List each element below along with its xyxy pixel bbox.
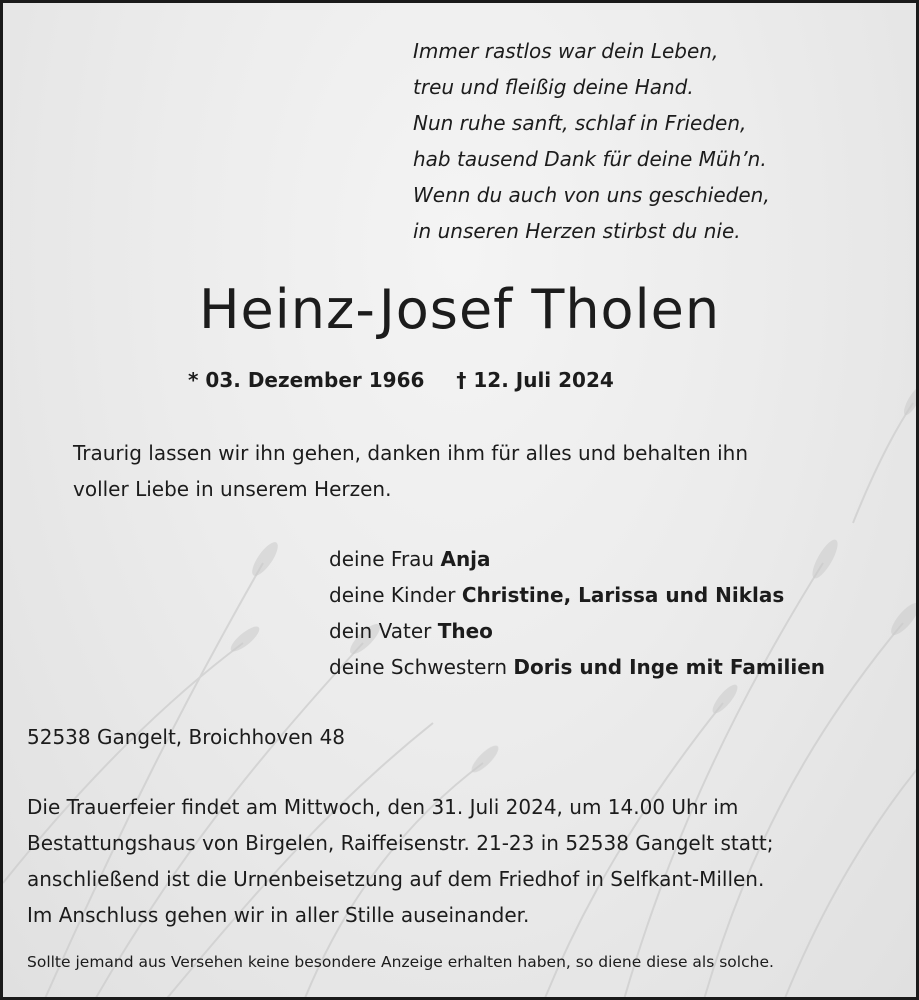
funeral-service-info <box>27 789 773 933</box>
intro-line: Traurig lassen wir ihn gehen, danken ihm für alles und behalten ihn <box>73 441 749 465</box>
family-names: Theo <box>437 619 493 643</box>
intro-text <box>73 435 748 507</box>
family-relation: deine Kinder <box>329 583 456 607</box>
poem-line: treu und fleißig deine Hand. <box>413 75 694 99</box>
service-line: Die Trauerfeier findet am Mittwoch, den 31. Juli 2024, um 14.00 Uhr im <box>27 795 739 819</box>
family-relation: dein Vater <box>329 619 432 643</box>
deceased-name: Heinz-Josef Tholen <box>198 278 721 341</box>
family-names: Anja <box>440 547 491 571</box>
family-relation: deine Schwestern <box>329 655 508 679</box>
life-dates <box>188 368 614 392</box>
family-list <box>329 541 825 685</box>
service-line: anschließend ist die Urnenbeisetzung auf dem Friedhof in Selfkant-Millen. <box>27 867 765 891</box>
service-line: Bestattungshaus von Birgelen, Raiffeisenstr. 21-23 in 52538 Gangelt statt; <box>27 831 774 855</box>
poem-line: hab tausend Dank für deine Müh’n. <box>413 147 767 171</box>
family-member <box>329 541 825 577</box>
family-member <box>329 649 825 685</box>
family-names: Christine, Larissa und Niklas <box>461 583 785 607</box>
mourning-address: 52538 Gangelt, Broichhoven 48 <box>27 725 346 749</box>
family-relation: deine Frau <box>329 547 435 571</box>
death-date: † 12. Juli 2024 <box>456 368 614 392</box>
footer-note: Sollte jemand aus Versehen keine besondere Anzeige erhalten haben, so diene diese als solche. <box>27 953 774 971</box>
poem-line: Wenn du auch von uns geschieden, <box>413 183 770 207</box>
birth-date: * 03. Dezember 1966 <box>188 368 425 392</box>
poem-line: Nun ruhe sanft, schlaf in Frieden, <box>413 111 747 135</box>
poem-line: Immer rastlos war dein Leben, <box>413 39 719 63</box>
intro-line: voller Liebe in unserem Herzen. <box>73 477 392 501</box>
poem-line: in unseren Herzen stirbst du nie. <box>413 219 741 243</box>
family-member <box>329 577 825 613</box>
family-names: Doris und Inge mit Familien <box>513 655 826 679</box>
family-member <box>329 613 825 649</box>
service-line: Im Anschluss gehen wir in aller Stille auseinander. <box>27 903 530 927</box>
memorial-poem <box>413 33 770 249</box>
